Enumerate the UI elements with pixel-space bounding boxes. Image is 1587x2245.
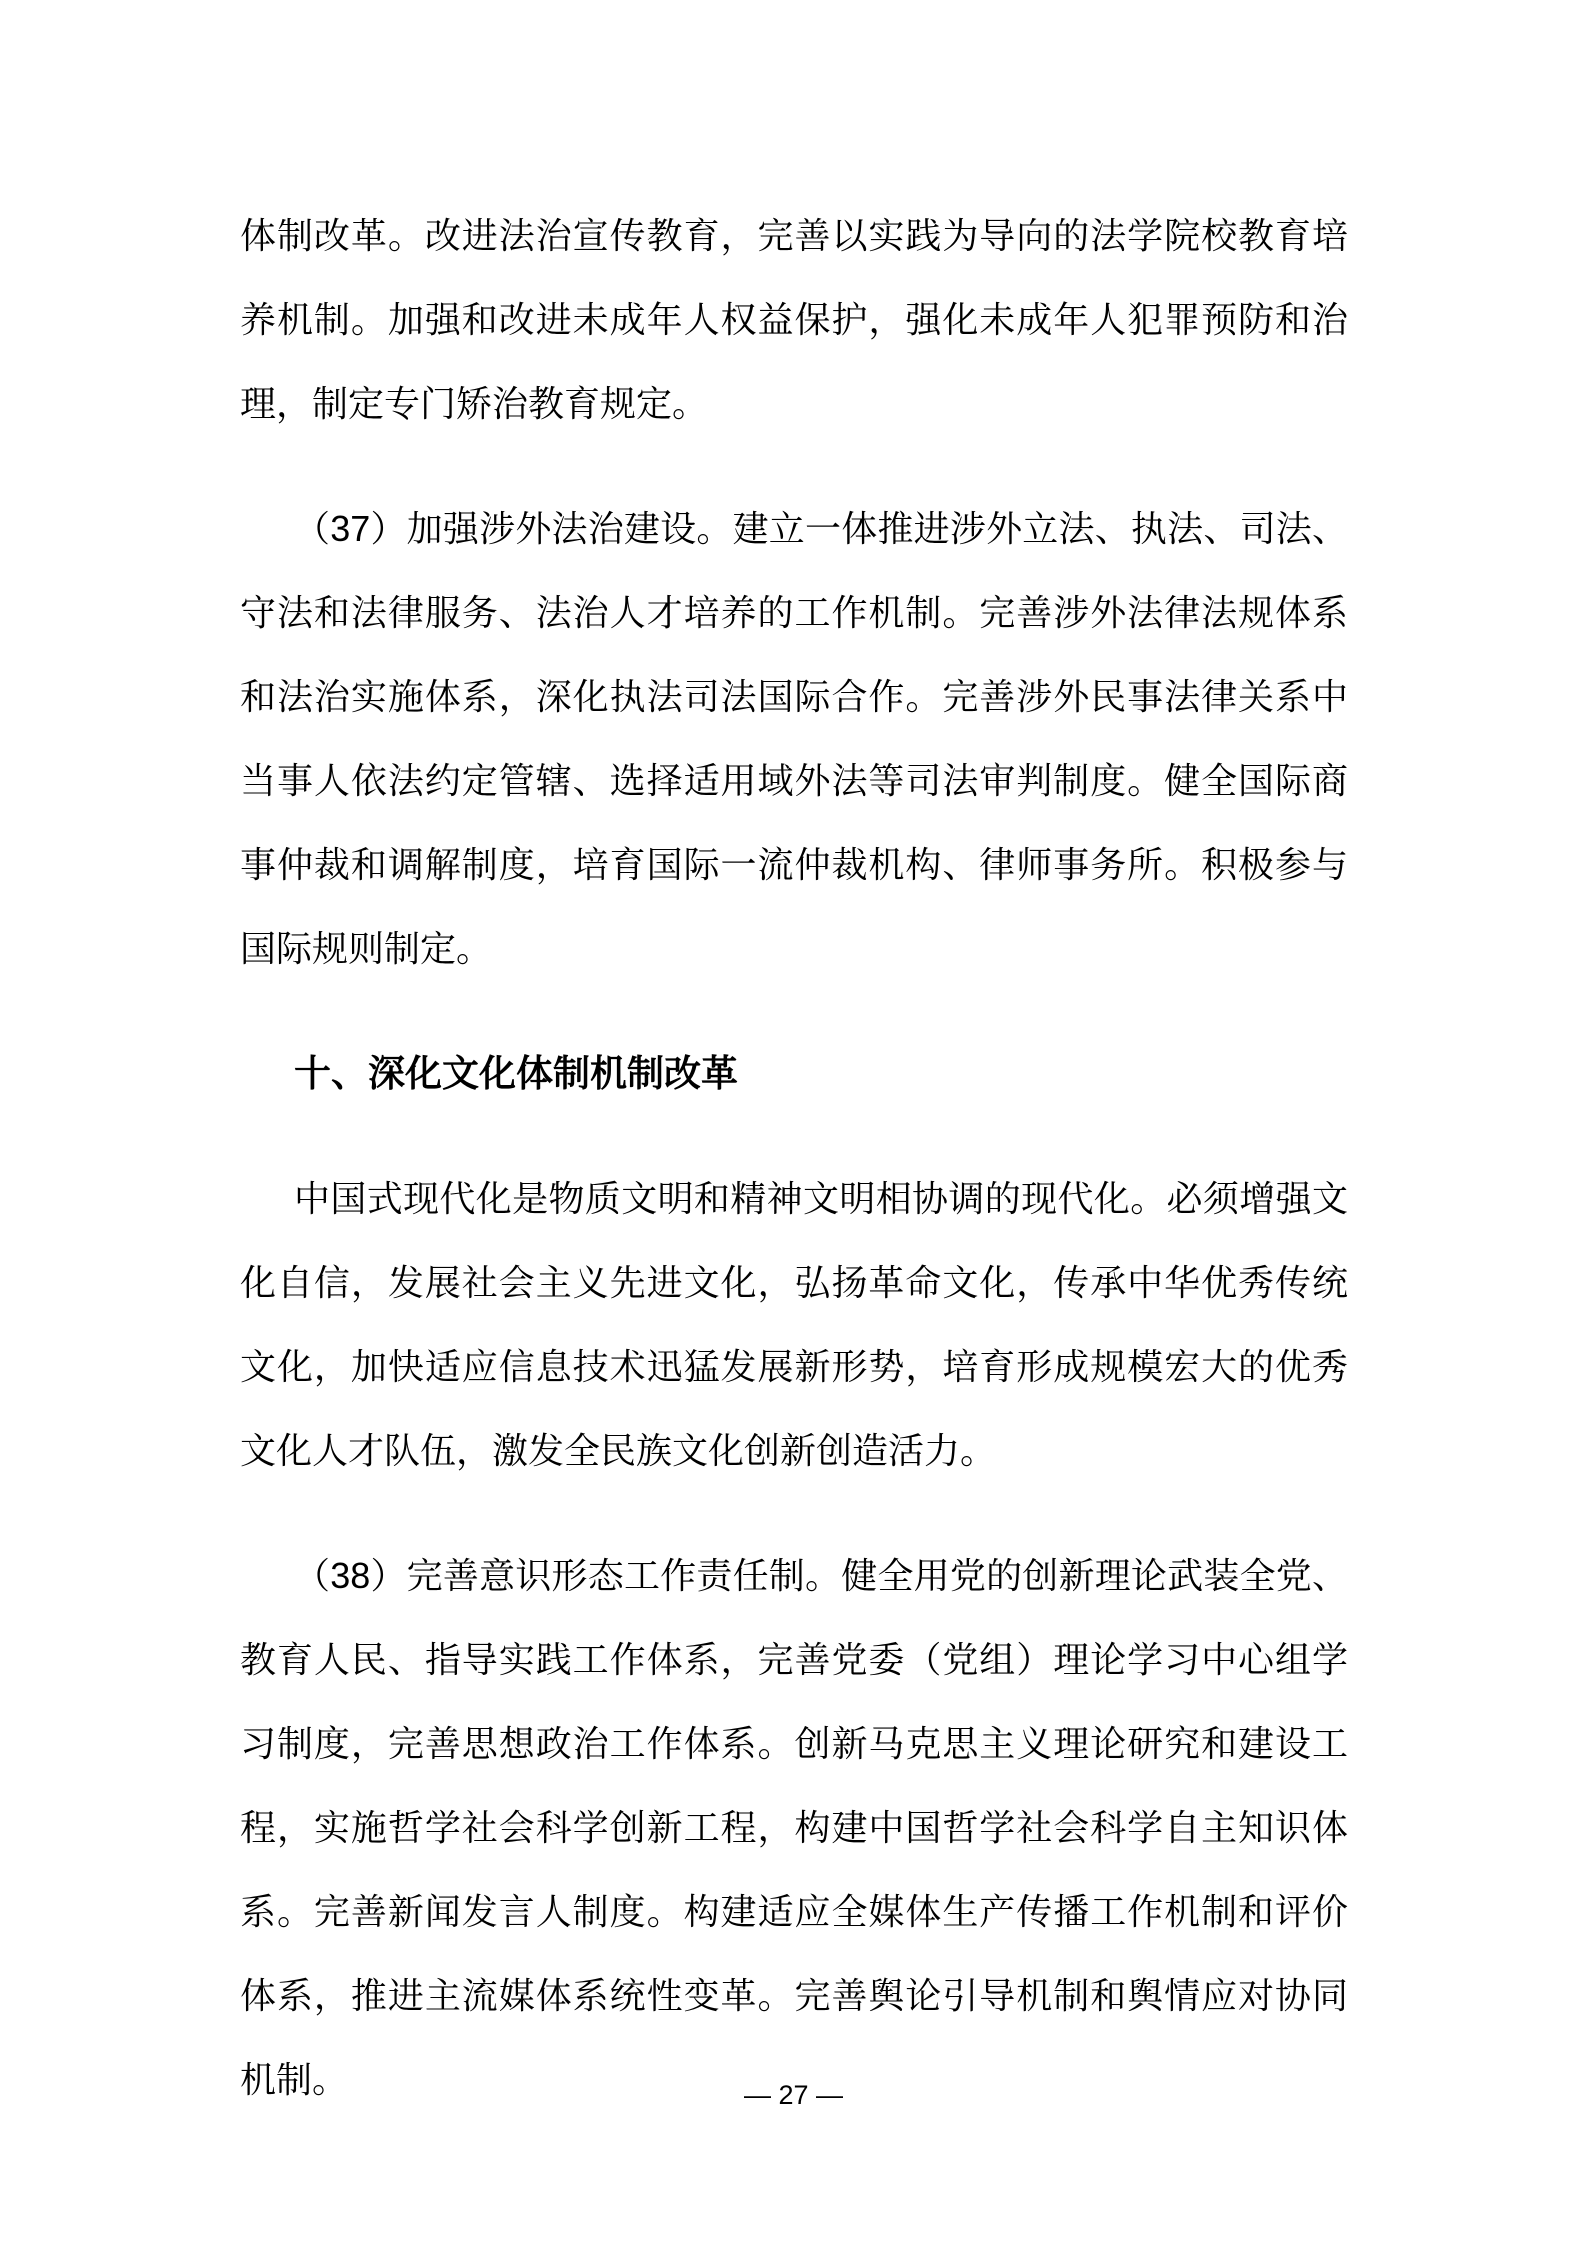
page-number: — 27 — (743, 2080, 844, 2110)
body-paragraph-intro: 中国式现代化是物质文明和精神文明相协调的现代化。必须增强文化自信，发展社会主义先进文化，弘扬革命文化，传承中华优秀传统文化，加快适应信息技术迅猛发展新形势，培育形成规模宏大的优秀文化人才队伍，激发全民族文化创新创造活力。 (240, 1178, 1348, 1471)
body-paragraph-continuation: 体制改革。改进法治宣传教育，完善以实践为导向的法学院校教育培养机制。加强和改进未成年人权益保护，强化未成年人犯罪预防和治理，制定专门矫治教育规定。 (240, 215, 1348, 424)
section-heading: 十、深化文化体制机制改革 (294, 1053, 738, 1094)
body-paragraph-item-38: （38）完善意识形态工作责任制。健全用党的创新理论武装全党、教育人民、指导实践工作体系，完善党委（党组）理论学习中心组学习制度，完善思想政治工作体系。创新马克思主义理论研究和建设工程，实施哲学社会科学创新工程，构建中国哲学社会科学自主知识体系。完善新闻发言人制度。构建适应全媒体生产传播工作机制和评价体系，推进主流媒体系统性变革。完善舆论引导机制和舆情应对协同机制。 (240, 1555, 1348, 2100)
body-paragraph-item-37: （37）加强涉外法治建设。建立一体推进涉外立法、执法、司法、守法和法律服务、法治人才培养的工作机制。完善涉外法律法规体系和法治实施体系，深化执法司法国际合作。完善涉外民事法律关系中当事人依法约定管辖、选择适用域外法等司法审判制度。健全国际商事仲裁和调解制度，培育国际一流仲裁机构、律师事务所。积极参与国际规则制定。 (240, 508, 1348, 969)
